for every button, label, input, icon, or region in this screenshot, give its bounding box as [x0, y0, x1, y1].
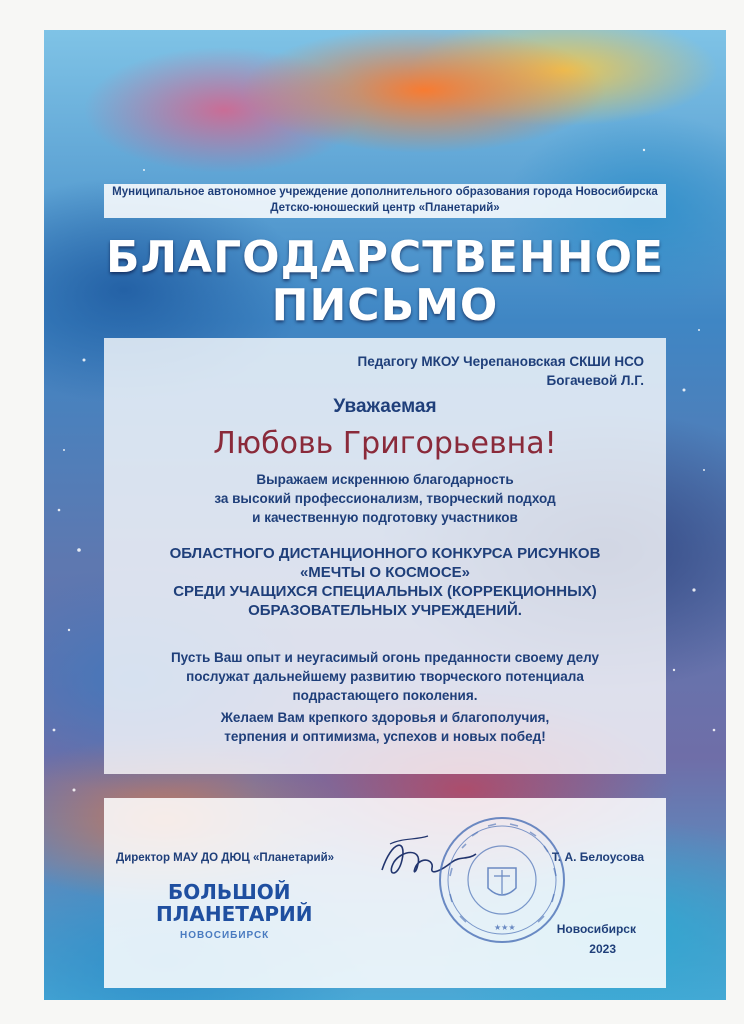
contest-line-3: СРЕДИ УЧАЩИХСЯ СПЕЦИАЛЬНЫХ (КОРРЕКЦИОННЫХ) — [173, 583, 597, 600]
greeting: Уважаемая — [333, 396, 437, 417]
contest-line-2: «МЕЧТЫ О КОСМОСЕ» — [299, 564, 471, 581]
signature-panel — [104, 798, 666, 988]
logo-line-1: БОЛЬШОЙ — [168, 880, 291, 904]
gratitude-line-1: Выражаем искреннюю благодарность — [256, 472, 514, 487]
organization-line-1: Муниципальное автономное учреждение дополнительного образования города Новосибирска — [112, 186, 658, 198]
gratitude-line-3: и качественную подготовку участников — [252, 510, 518, 525]
organization-band — [104, 184, 666, 218]
logo-line-3: НОВОСИБИРСК — [180, 930, 270, 941]
contest-line-4: ОБРАЗОВАТЕЛЬНЫХ УЧРЕЖДЕНИЙ. — [248, 602, 522, 619]
organization-line-2: Детско-юношеский центр «Планетарий» — [270, 202, 500, 214]
director-name: Т. А. Белоусова — [551, 850, 644, 864]
director-role: Директор МАУ ДО ДЮЦ «Планетарий» — [116, 852, 335, 864]
wish2-line-1: Желаем Вам крепкого здоровья и благополучия, — [220, 710, 550, 725]
wish-text-1 — [104, 648, 666, 705]
gratitude-line-2: за высокий профессионализм, творческий подход — [214, 491, 556, 506]
contest-text — [104, 544, 666, 620]
certificate-sheet — [44, 30, 726, 1000]
title-line-1: БЛАГОДАРСТВЕННОЕ — [105, 232, 665, 283]
wish1-line-1: Пусть Ваш опыт и неугасимый огонь преданности своему делу — [170, 650, 600, 665]
bolshoy-planetariy-logo — [144, 876, 314, 956]
wish1-line-2: послужат дальнейшему развитию творческого потенциала — [186, 669, 584, 684]
contest-line-1: ОБЛАСТНОГО ДИСТАНЦИОННОГО КОНКУРСА РИСУНКОВ — [169, 545, 601, 562]
addressee-line-2: Богачевой Л.Г. — [546, 373, 644, 388]
wish2-line-2: терпения и оптимизма, успехов и новых побед! — [224, 729, 546, 744]
gratitude-text — [104, 470, 666, 527]
wish-text-2 — [104, 708, 666, 746]
wish1-line-3: подрастающего поколения. — [292, 688, 478, 703]
message-panel — [104, 338, 666, 774]
recipient-name: Любовь Григорьевна! — [213, 426, 557, 461]
issue-year: 2023 — [589, 942, 616, 956]
addressee-line-1: Педагогу МКОУ Черепановская СКШИ НСО — [357, 354, 644, 369]
logo-line-2: ПЛАНЕТАРИЙ — [156, 902, 313, 926]
svg-text:★★★: ★★★ — [494, 923, 516, 932]
issue-city: Новосибирск — [556, 922, 636, 936]
title-line-2: ПИСЬМО — [271, 280, 499, 331]
